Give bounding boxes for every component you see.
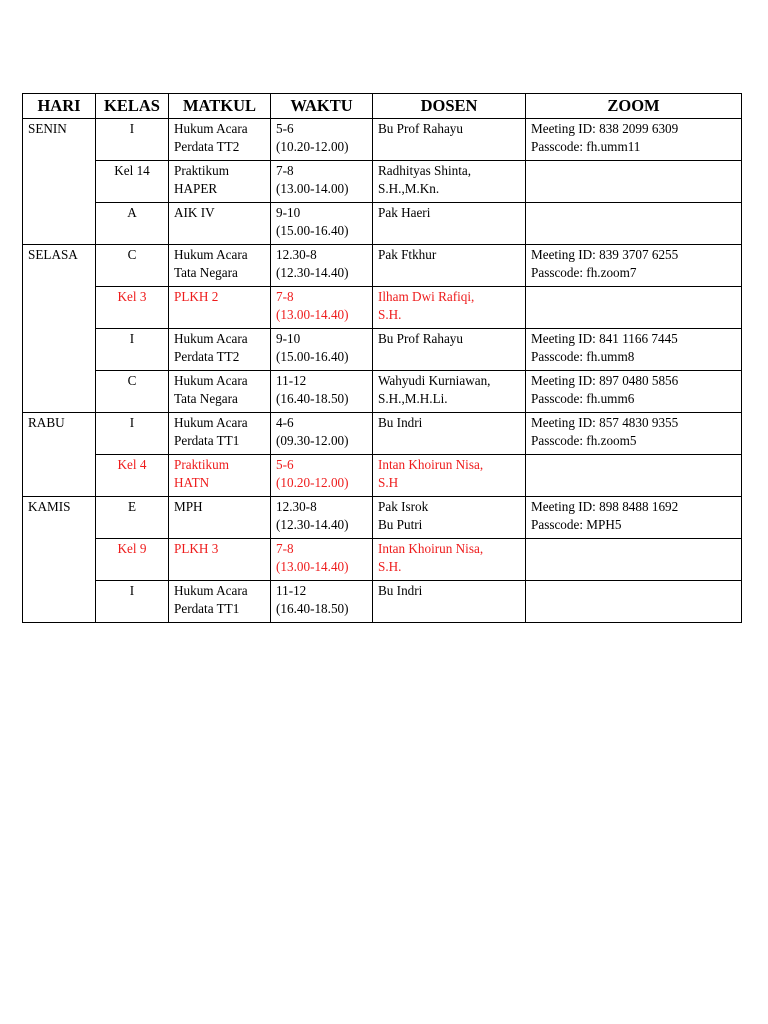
waktu-cell: 7-8 (13.00-14.00): [271, 161, 373, 203]
header-kelas: KELAS: [96, 94, 169, 119]
kelas-cell: I: [96, 119, 169, 161]
zoom-cell: [526, 539, 742, 581]
dosen-cell: Pak Ftkhur: [373, 245, 526, 287]
table-row-highlighted: [23, 287, 742, 329]
zoom-cell: [526, 203, 742, 245]
dosen-cell: Pak Haeri: [373, 203, 526, 245]
kelas-cell: I: [96, 581, 169, 623]
day-cell-kamis: KAMIS: [23, 497, 96, 623]
kelas-cell: C: [96, 371, 169, 413]
header-dosen: DOSEN: [373, 94, 526, 119]
matkul-cell: Hukum Acara Tata Negara: [169, 245, 271, 287]
schedule-table: [22, 93, 742, 623]
zoom-cell: Meeting ID: 838 2099 6309 Passcode: fh.umm11: [526, 119, 742, 161]
dosen-cell: Pak Isrok Bu Putri: [373, 497, 526, 539]
table-row: [23, 581, 742, 623]
kelas-cell: I: [96, 329, 169, 371]
kelas-cell: E: [96, 497, 169, 539]
matkul-cell: PLKH 3: [169, 539, 271, 581]
waktu-cell: 4-6 (09.30-12.00): [271, 413, 373, 455]
zoom-cell: [526, 455, 742, 497]
dosen-cell: Intan Khoirun Nisa, S.H.: [373, 539, 526, 581]
table-row: [23, 497, 742, 539]
dosen-cell: Bu Indri: [373, 413, 526, 455]
waktu-cell: 11-12 (16.40-18.50): [271, 371, 373, 413]
zoom-cell: Meeting ID: 839 3707 6255 Passcode: fh.zoom7: [526, 245, 742, 287]
matkul-cell: Hukum Acara Perdata TT1: [169, 581, 271, 623]
header-row: [23, 94, 742, 119]
waktu-cell: 12.30-8 (12.30-14.40): [271, 245, 373, 287]
table-row: [23, 119, 742, 161]
matkul-cell: AIK IV: [169, 203, 271, 245]
matkul-cell: Hukum Acara Perdata TT1: [169, 413, 271, 455]
waktu-cell: 7-8 (13.00-14.40): [271, 287, 373, 329]
day-cell-rabu: RABU: [23, 413, 96, 497]
table-row: [23, 161, 742, 203]
kelas-cell: Kel 14: [96, 161, 169, 203]
waktu-cell: 7-8 (13.00-14.40): [271, 539, 373, 581]
dosen-cell: Bu Prof Rahayu: [373, 329, 526, 371]
matkul-cell: PLKH 2: [169, 287, 271, 329]
waktu-cell: 5-6 (10.20-12.00): [271, 119, 373, 161]
waktu-cell: 9-10 (15.00-16.40): [271, 329, 373, 371]
dosen-cell: Bu Prof Rahayu: [373, 119, 526, 161]
table-row: [23, 329, 742, 371]
dosen-cell: Wahyudi Kurniawan, S.H.,M.H.Li.: [373, 371, 526, 413]
kelas-cell: Kel 3: [96, 287, 169, 329]
kelas-cell: I: [96, 413, 169, 455]
matkul-cell: Hukum Acara Tata Negara: [169, 371, 271, 413]
matkul-cell: Hukum Acara Perdata TT2: [169, 119, 271, 161]
waktu-cell: 9-10 (15.00-16.40): [271, 203, 373, 245]
matkul-cell: MPH: [169, 497, 271, 539]
table-row: [23, 371, 742, 413]
kelas-cell: A: [96, 203, 169, 245]
table-row: [23, 245, 742, 287]
dosen-cell: Radhityas Shinta, S.H.,M.Kn.: [373, 161, 526, 203]
kelas-cell: C: [96, 245, 169, 287]
zoom-cell: [526, 161, 742, 203]
matkul-cell: Hukum Acara Perdata TT2: [169, 329, 271, 371]
waktu-cell: 5-6 (10.20-12.00): [271, 455, 373, 497]
kelas-cell: Kel 9: [96, 539, 169, 581]
kelas-cell: Kel 4: [96, 455, 169, 497]
header-matkul: MATKUL: [169, 94, 271, 119]
waktu-cell: 12.30-8 (12.30-14.40): [271, 497, 373, 539]
zoom-cell: [526, 581, 742, 623]
day-cell-senin: SENIN: [23, 119, 96, 245]
zoom-cell: Meeting ID: 897 0480 5856 Passcode: fh.umm6: [526, 371, 742, 413]
zoom-cell: Meeting ID: 857 4830 9355 Passcode: fh.zoom5: [526, 413, 742, 455]
dosen-cell: Ilham Dwi Rafiqi, S.H.: [373, 287, 526, 329]
waktu-cell: 11-12 (16.40-18.50): [271, 581, 373, 623]
header-hari: HARI: [23, 94, 96, 119]
table-row-highlighted: [23, 539, 742, 581]
dosen-cell: Bu Indri: [373, 581, 526, 623]
matkul-cell: Praktikum HAPER: [169, 161, 271, 203]
table-row-highlighted: [23, 455, 742, 497]
table-row: [23, 413, 742, 455]
dosen-cell: Intan Khoirun Nisa, S.H: [373, 455, 526, 497]
matkul-cell: Praktikum HATN: [169, 455, 271, 497]
zoom-cell: Meeting ID: 898 8488 1692 Passcode: MPH5: [526, 497, 742, 539]
header-zoom: ZOOM: [526, 94, 742, 119]
header-waktu: WAKTU: [271, 94, 373, 119]
zoom-cell: [526, 287, 742, 329]
day-cell-selasa: SELASA: [23, 245, 96, 413]
table-row: [23, 203, 742, 245]
zoom-cell: Meeting ID: 841 1166 7445 Passcode: fh.umm8: [526, 329, 742, 371]
